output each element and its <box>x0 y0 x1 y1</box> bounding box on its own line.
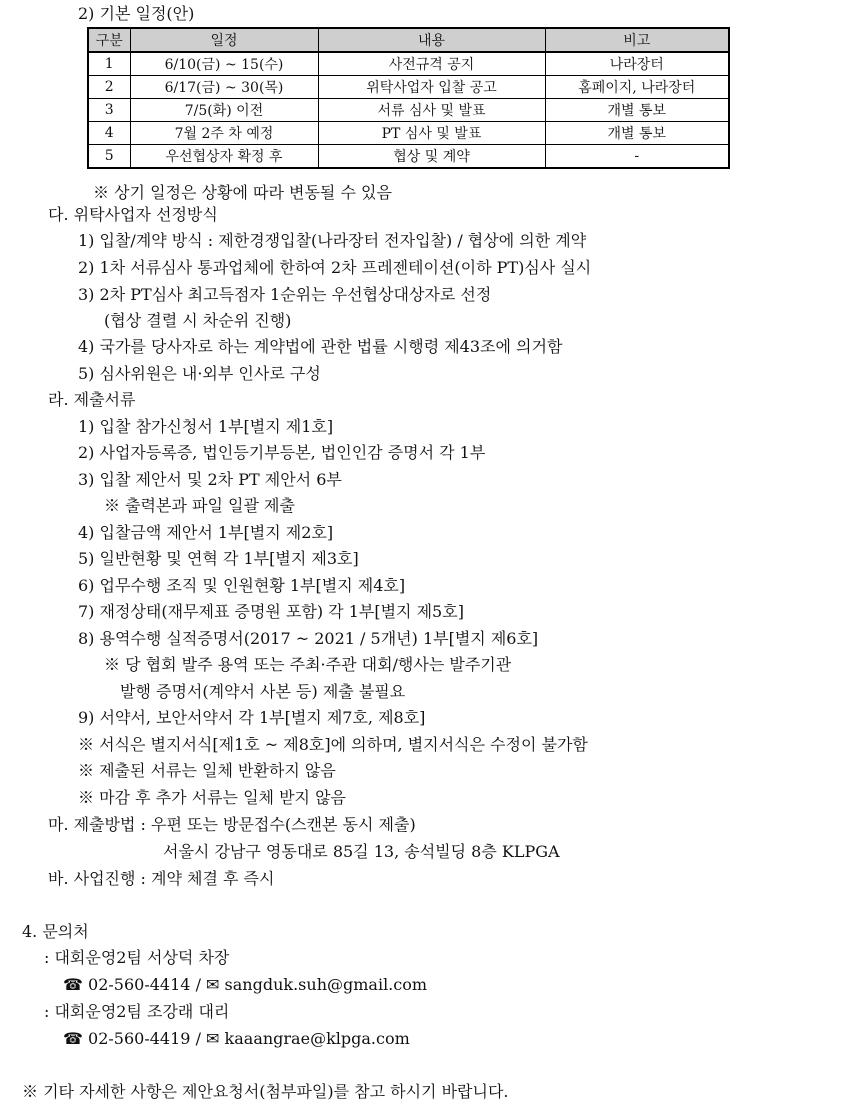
contact-email[interactable]: kaaangrae@klpga.com <box>224 1029 410 1048</box>
table-cell: 3 <box>88 99 130 122</box>
phone-icon: ☎ <box>63 1029 83 1048</box>
document-item: 9) 서약서, 보안서약서 각 1부[별지 제7호, 제8호] <box>78 708 426 727</box>
document-item: 발행 증명서(계약서 사본 등) 제출 불필요 <box>120 682 406 701</box>
submission-method: 마. 제출방법 : 우편 또는 방문접수(스캔본 동시 제출) <box>48 815 416 834</box>
document-item: 3) 입찰 제안서 및 2차 PT 제안서 6부 <box>78 470 342 489</box>
selection-item: 5) 심사위원은 내·외부 인사로 구성 <box>78 364 321 383</box>
contact-details <box>63 1029 410 1049</box>
footer-note: ※ 기타 자세한 사항은 제안요청서(첨부파일)를 참고 하시기 바랍니다. <box>22 1082 509 1101</box>
submission-address: 서울시 강남구 영동대로 85길 13, 송석빌딩 8층 KLPGA <box>163 842 560 861</box>
selection-item: (협상 결렬 시 차순위 진행) <box>104 311 292 330</box>
document-item: ※ 출력본과 파일 일괄 제출 <box>104 496 295 515</box>
header-cell: 내용 <box>318 28 545 52</box>
table-cell: 6/10(금) ~ 15(수) <box>130 52 318 76</box>
table-cell: 7/5(화) 이전 <box>130 99 318 122</box>
table-cell: 1 <box>88 52 130 76</box>
schedule-table <box>87 27 730 169</box>
selection-item: 1) 입찰/계약 방식 : 제한경쟁입찰(나라장터 전자입찰) / 협상에 의한 계약 <box>78 231 587 250</box>
contact-separator: / <box>195 1029 201 1048</box>
section-title: 2) 기본 일정(안) <box>78 4 195 23</box>
table-row <box>88 145 729 169</box>
table-cell: - <box>545 145 729 169</box>
table-cell: 5 <box>88 145 130 169</box>
table-header-row <box>88 28 729 52</box>
document-item: 7) 재정상태(재무제표 증명원 포함) 각 1부[별지 제5호] <box>78 602 464 621</box>
table-cell: 사전규격 공지 <box>318 52 545 76</box>
document-item: 1) 입찰 참가신청서 1부[별지 제1호] <box>78 417 334 436</box>
phone-icon: ☎ <box>63 975 83 994</box>
header-cell: 구분 <box>88 28 130 52</box>
table-cell: 서류 심사 및 발표 <box>318 99 545 122</box>
table-cell: 협상 및 계약 <box>318 145 545 169</box>
selection-item: 2) 1차 서류심사 통과업체에 한하여 2차 프레젠테이션(이하 PT)심사 실시 <box>78 258 592 277</box>
table-cell: 위탁사업자 입찰 공고 <box>318 76 545 99</box>
document-item: 8) 용역수행 실적증명서(2017 ~ 2021 / 5개년) 1부[별지 제6호] <box>78 629 539 648</box>
document-item: ※ 마감 후 추가 서류는 일체 받지 않음 <box>78 788 346 807</box>
header-cell: 비고 <box>545 28 729 52</box>
document-item: 5) 일반현황 및 연혁 각 1부[별지 제3호] <box>78 549 359 568</box>
table-cell: PT 심사 및 발표 <box>318 122 545 145</box>
project-progress: 바. 사업진행 : 계약 체결 후 즉시 <box>48 869 275 888</box>
table-cell: 개별 통보 <box>545 99 729 122</box>
table-row <box>88 76 729 99</box>
table-row <box>88 99 729 122</box>
mail-icon: ✉ <box>206 975 220 994</box>
document-item: ※ 서식은 별지서식[제1호 ~ 제8호]에 의하며, 별지서식은 수정이 불가함 <box>78 735 588 754</box>
header-cell: 일정 <box>130 28 318 52</box>
selection-item: 4) 국가를 당사자로 하는 계약법에 관한 법률 시행령 제43조에 의거함 <box>78 337 563 356</box>
table-note: ※ 상기 일정은 상황에 따라 변동될 수 있음 <box>93 183 392 202</box>
document-item: ※ 당 협회 발주 용역 또는 주최·주관 대회/행사는 발주기관 <box>104 655 512 674</box>
contact-name: : 대회운영2팀 서상덕 차장 <box>44 948 230 967</box>
contact-separator: / <box>195 975 201 994</box>
selection-item: 3) 2차 PT심사 최고득점자 1순위는 우선협상대상자로 선정 <box>78 285 492 304</box>
table-row <box>88 52 729 76</box>
contact-phone: 02-560-4414 <box>88 975 191 994</box>
table-row <box>88 122 729 145</box>
table-cell: 7월 2주 차 예정 <box>130 122 318 145</box>
table-cell: 나라장터 <box>545 52 729 76</box>
contact-email[interactable]: sangduk.suh@gmail.com <box>224 975 428 994</box>
document-item: 6) 업무수행 조직 및 인원현황 1부[별지 제4호] <box>78 576 406 595</box>
contact-details <box>63 975 427 995</box>
document-item: 4) 입찰금액 제안서 1부[별지 제2호] <box>78 523 334 542</box>
table-cell: 우선협상자 확정 후 <box>130 145 318 169</box>
contact-phone: 02-560-4419 <box>88 1029 191 1048</box>
document-item: 2) 사업자등록증, 법인등기부등본, 법인인감 증명서 각 1부 <box>78 443 486 462</box>
contact-heading: 4. 문의처 <box>22 922 89 941</box>
contact-name: : 대회운영2팀 조강래 대리 <box>44 1002 230 1021</box>
document-item: ※ 제출된 서류는 일체 반환하지 않음 <box>78 761 336 780</box>
selection-heading: 다. 위탁사업자 선정방식 <box>48 205 218 224</box>
table-cell: 6/17(금) ~ 30(목) <box>130 76 318 99</box>
documents-heading: 라. 제출서류 <box>48 390 136 409</box>
table-cell: 홈페이지, 나라장터 <box>545 76 729 99</box>
table-cell: 2 <box>88 76 130 99</box>
table-cell: 개별 통보 <box>545 122 729 145</box>
table-cell: 4 <box>88 122 130 145</box>
mail-icon: ✉ <box>206 1029 220 1048</box>
